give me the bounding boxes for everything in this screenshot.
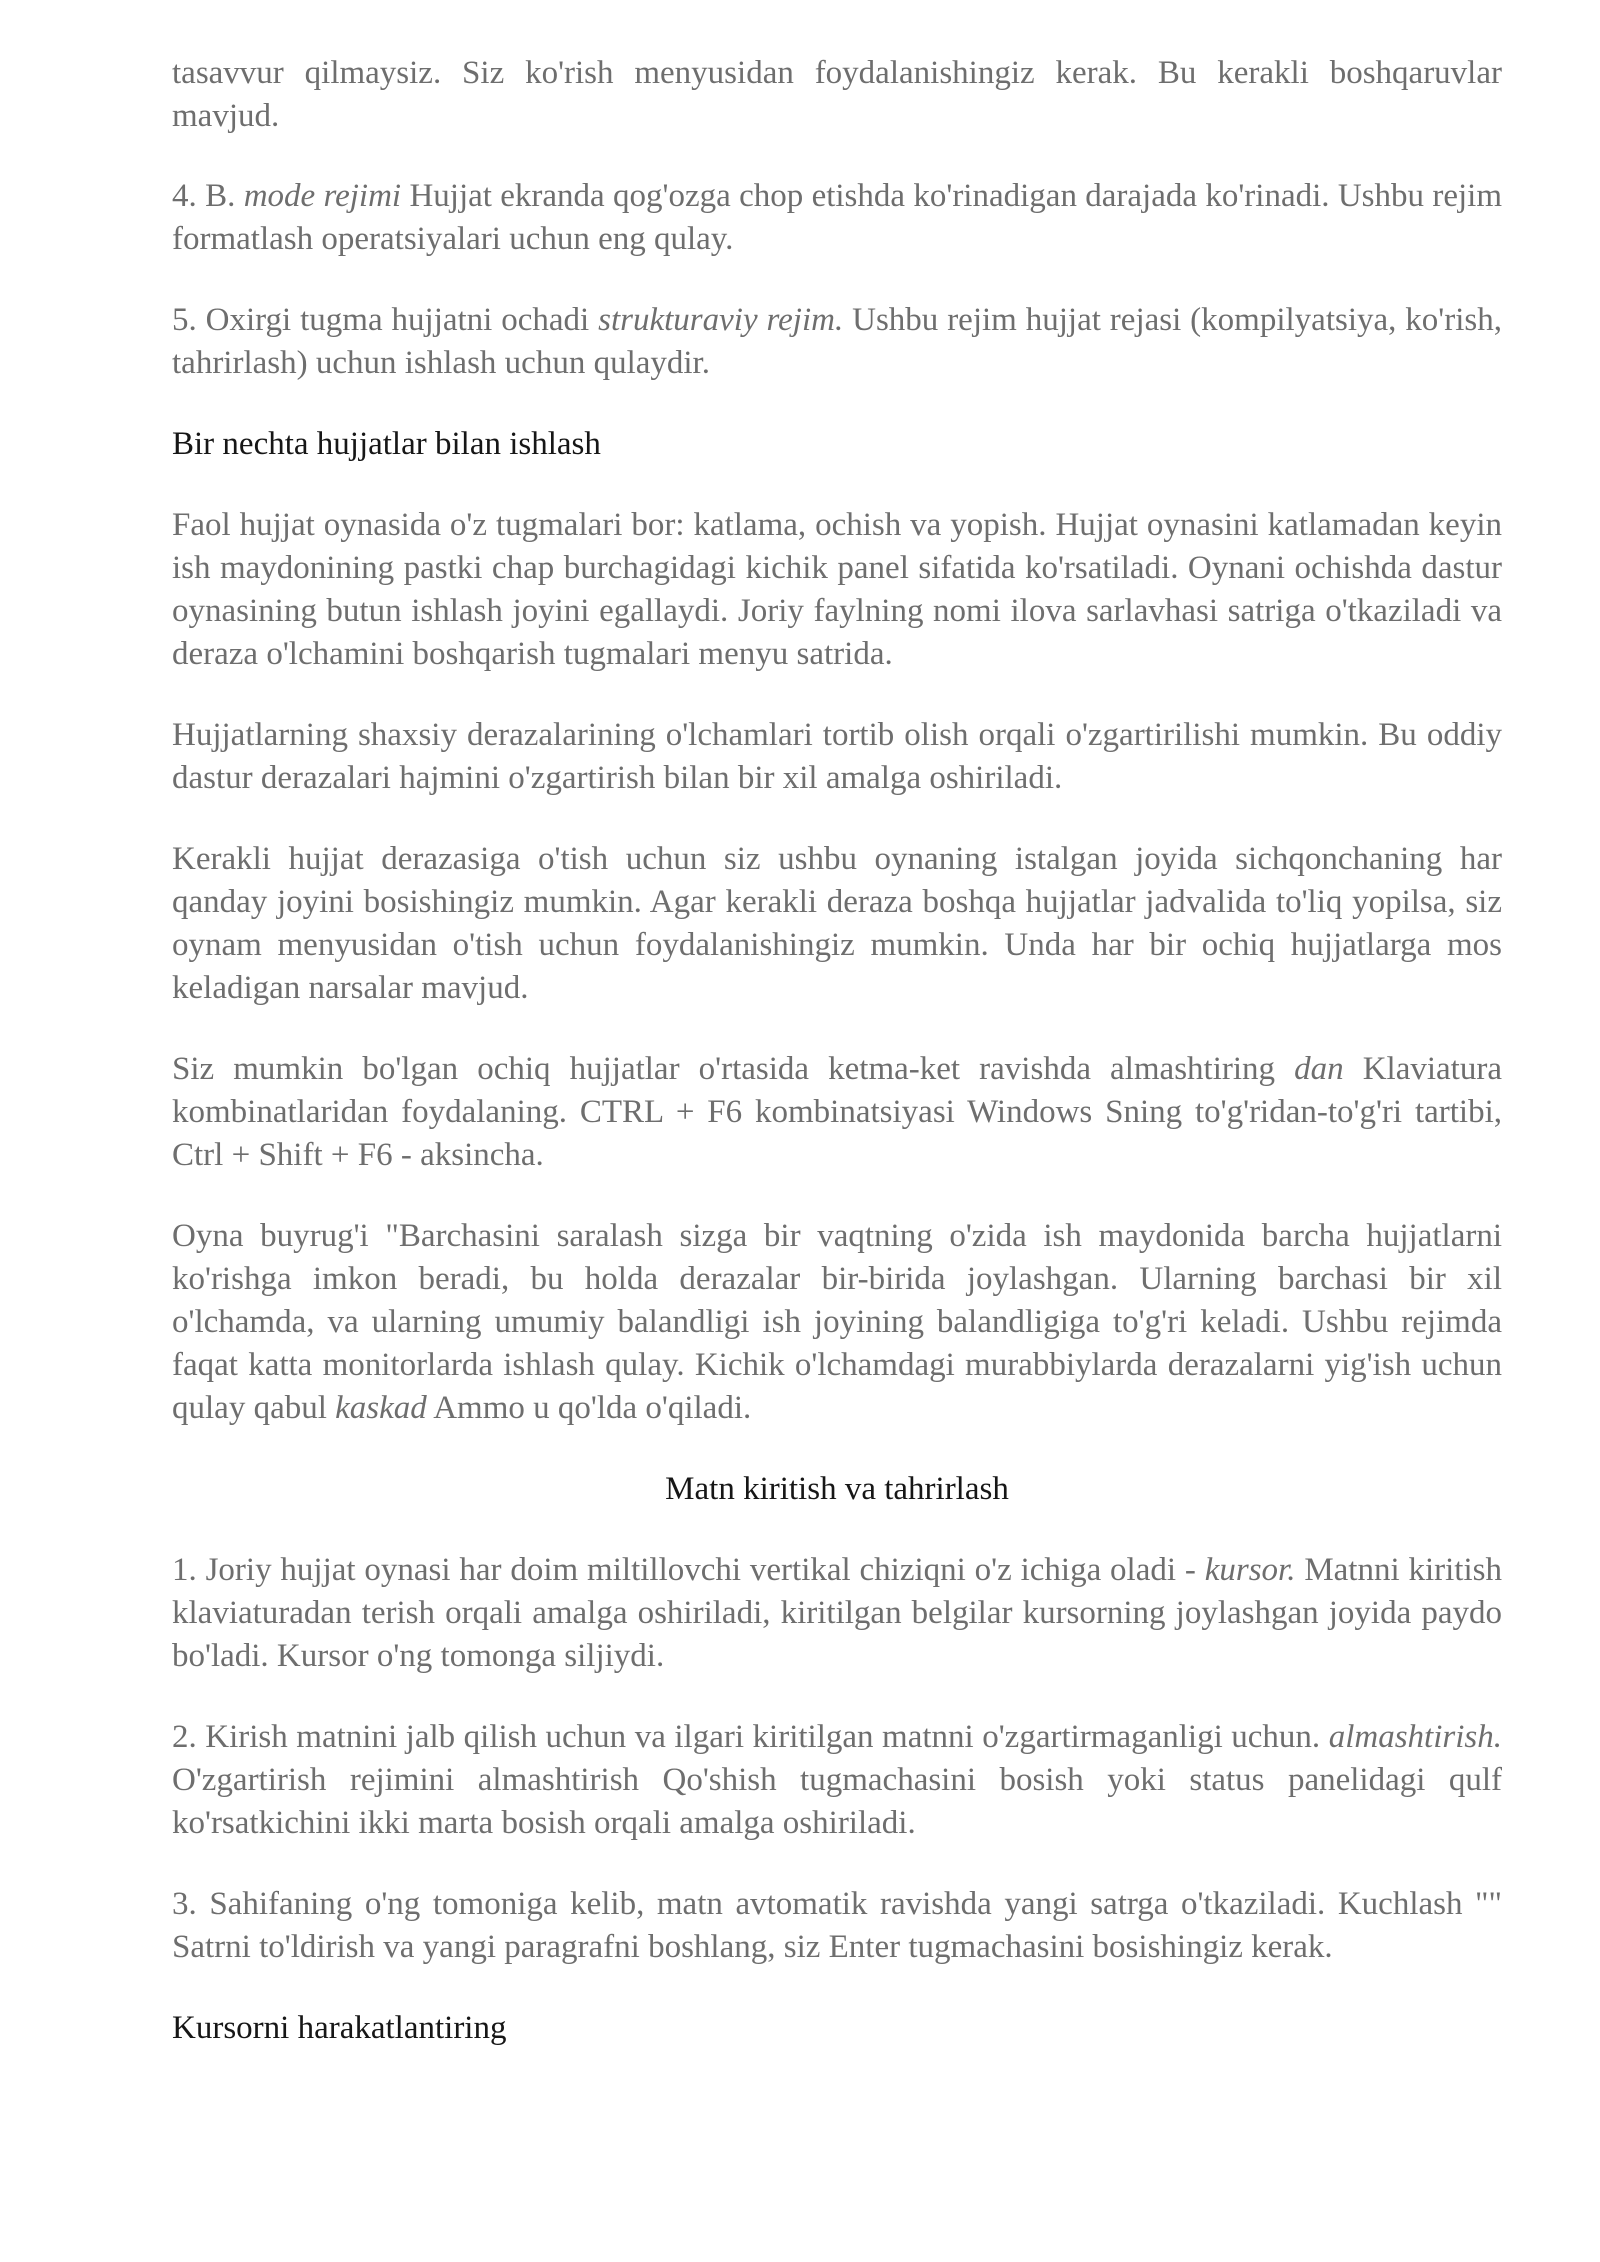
paragraph-text: Ammo u qo'lda o'qiladi. [426,1390,752,1426]
paragraph-text: Oyna buyrug'i "Barchasini saralash sizga bir vaqtning o'zida ish maydonida barcha hujjatlarni ko'rishga imkon beradi, bu holda derazalar bir-birida joylashgan. Ularning barchasi bir xil o'lchamda, va ularning umumiy balandligi ish joyining balandligiga to'g'ri keladi. Ushbu rejimda faqat katta monitorlarda ishlash qulay. Kichik o'lchamdagi murabbiylarda derazalarni yig'ish uchun qulay qabul [172,1218,1502,1426]
paragraph-text: O'zgartirish rejimini almashtirish Qo'shish tugmachasini bosish yoki status panelidagi qulf ko'rsatkichini ikki marta bosish orqali amalga oshiriladi. [172,1762,1502,1841]
section-heading-centered: Matn kiritish va tahrirlash [665,1471,1009,1507]
paragraph-text: Hujjat ekranda qog'ozga chop etishda ko'rinadigan darajada ko'rinadi. Ushbu rejim formatlash operatsiyalari uchun eng qulay. [172,178,1502,257]
paragraph-text: Ushbu rejim hujjat rejasi (kompilyatsiya, ko'rish, tahrirlash) uchun ishlash uchun qulaydir. [172,302,1503,381]
paragraph-text: 1. Joriy hujjat oynasi har doim miltillovchi vertikal chiziqni o'z ichiga oladi - [172,1552,1205,1588]
paragraph-structure-mode [172,299,1502,385]
paragraph-page-mode [172,175,1502,261]
paragraph-text: Matnni kiritish klaviaturadan terish orqali amalga oshiriladi, kiritilgan belgilar kursorning joylashgan joyida paydo bo'ladi. Kursor o'ng tomonga siljiydi. [172,1552,1502,1674]
italic-term: almashtirish. [1328,1719,1502,1755]
italic-term: kaskad [335,1390,427,1426]
paragraph-arrange-all [172,1215,1502,1430]
paragraph: tasavvur qilmaysiz. Siz ko'rish menyusidan foydalanishingiz kerak. Bu kerakli boshqaruvlar mavjud. [172,55,1502,134]
italic-term: kursor. [1204,1552,1296,1588]
italic-term: mode rejimi [243,178,402,214]
paragraph-cursor [172,1549,1502,1678]
italic-term: strukturaviy rejim. [598,302,844,338]
italic-term: dan [1294,1051,1344,1087]
paragraph-text: Siz mumkin bo'lgan ochiq hujjatlar o'rtasida ketma-ket ravishda almashtiring [172,1051,1295,1087]
document-page [172,52,1502,2088]
paragraph: Hujjatlarning shaxsiy derazalarining o'lchamlari tortib olish orqali o'zgartirilishi mumkin. Bu oddiy dastur derazalari hajmini o'zgartirish bilan bir xil amalga oshiriladi. [172,717,1502,796]
paragraph-text: 4. B. [172,178,244,214]
paragraph-text: 2. Kirish matnini jalb qilish uchun va ilgari kiritilgan matnni o'zgartirmaganligi uchun. [172,1719,1329,1755]
paragraph-text: 5. Oxirgi tugma hujjatni ochadi [172,302,599,338]
paragraph: Faol hujjat oynasida o'z tugmalari bor: katlama, ochish va yopish. Hujjat oynasini katlamadan keyin ish maydonining pastki chap burchagidagi kichik panel sifatida ko'rsatiladi. Oynani ochishda dastur oynasining butun ishlash joyini egallaydi. Joriy faylning nomi ilova sarlavhasi satriga o'tkaziladi va deraza o'lchamini boshqarish tugmalari menyu satrida. [172,507,1502,672]
paragraph: 3. Sahifaning o'ng tomoniga kelib, matn avtomatik ravishda yangi satrga o'tkaziladi. Kuchlash "" Satrni to'ldirish va yangi paragrafni boshlang, siz Enter tugmachasini bosishingiz kerak. [172,1886,1502,1965]
paragraph-text: Klaviatura kombinatlaridan foydalaning. CTRL + F6 kombinatsiyasi Windows Sning to'g'ridan-to'g'ri tartibi, Ctrl + Shift + F6 - aksincha. [172,1051,1502,1173]
section-heading: Kursorni harakatlantiring [172,2010,507,2046]
section-heading: Bir nechta hujjatlar bilan ishlash [172,426,601,462]
paragraph-shortcuts [172,1048,1502,1177]
paragraph-replace-mode [172,1716,1502,1845]
paragraph: Kerakli hujjat derazasiga o'tish uchun siz ushbu oynaning istalgan joyida sichqonchaning har qanday joyini bosishingiz mumkin. Agar kerakli deraza boshqa hujjatlar jadvalida to'liq yopilsa, siz oynam menyusidan o'tish uchun foydalanishingiz mumkin. Unda har bir ochiq hujjatlarga mos keladigan narsalar mavjud. [172,841,1502,1006]
